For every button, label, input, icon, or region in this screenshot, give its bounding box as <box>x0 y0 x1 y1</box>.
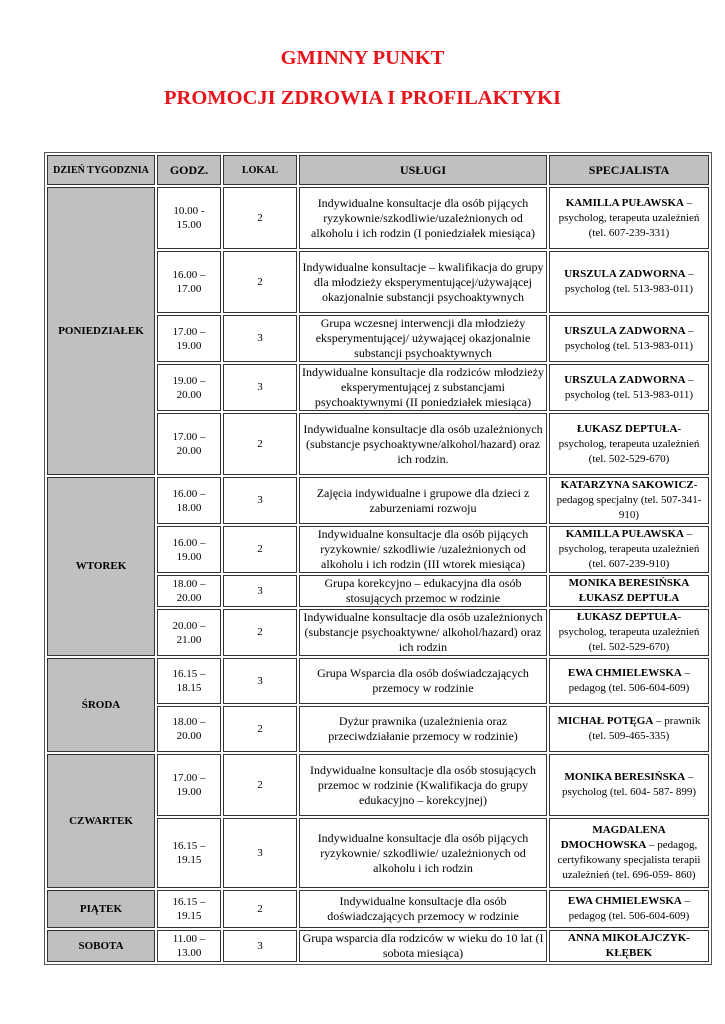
time-cell: 10.00 - 15.00 <box>157 187 221 249</box>
room-cell: 3 <box>223 315 297 362</box>
specialist-name: MONIKA BERESIŃSKA <box>564 771 686 783</box>
header-service: USŁUGI <box>299 155 547 185</box>
room-cell: 2 <box>223 609 297 656</box>
specialist-cell <box>549 706 709 752</box>
schedule-body <box>47 187 709 962</box>
day-name: PIĄTEK <box>47 890 155 928</box>
room-cell: 2 <box>223 413 297 475</box>
table-row <box>47 930 709 962</box>
time-cell: 16.15 – 19.15 <box>157 818 221 888</box>
specialist-cell <box>549 890 709 928</box>
specialist-cell <box>549 251 709 313</box>
day-name: WTOREK <box>47 477 155 656</box>
specialist-cell <box>549 930 709 962</box>
time-cell: 16.00 – 19.00 <box>157 526 221 573</box>
day-name: PONIEDZIAŁEK <box>47 187 155 475</box>
header-specialist: SPECJALISTA <box>549 155 709 185</box>
specialist-cell <box>549 609 709 656</box>
header-day: DZIEŃ TYGODZNIA <box>47 155 155 185</box>
room-cell: 3 <box>223 658 297 704</box>
specialist-detail: – pedagog (tel. 506-604-609) <box>568 895 691 922</box>
time-cell: 16.00 – 18.00 <box>157 477 221 524</box>
service-cell: Indywidualne konsultacje dla osób uzależnionych (substancje psychoaktywne/ alkohol/hazard) oraz ich rodzin <box>299 609 547 656</box>
specialist-name: MAGDALENA DMOCHOWSKA <box>560 824 666 851</box>
specialist-name: URSZULA ZADWORNA <box>564 268 686 280</box>
service-cell: Zajęcia indywidualne i grupowe dla dzieci z zaburzeniami rozwoju <box>299 477 547 524</box>
specialist-cell <box>549 187 709 249</box>
day-name: CZWARTEK <box>47 754 155 888</box>
table-row <box>47 754 709 816</box>
specialist-detail: – prawnik (tel. 509-465-335) <box>588 715 701 742</box>
specialist-name: URSZULA ZADWORNA <box>564 373 686 386</box>
specialist-cell <box>549 658 709 704</box>
table-row <box>47 658 709 704</box>
time-cell: 18.00 – 20.00 <box>157 575 221 607</box>
specialist-name: ŁUKASZ DEPTUŁA <box>576 422 678 435</box>
room-cell: 2 <box>223 526 297 573</box>
specialist-name: MONIKA BERESIŃSKA ŁUKASZ DEPTUŁA <box>568 577 690 604</box>
specialist-detail: – psycholog (tel. 604- 587- 899) <box>561 771 697 798</box>
service-cell: Indywidualne konsultacje dla osób doświadczających przemocy w rodzinie <box>299 890 547 928</box>
specialist-cell <box>549 818 709 888</box>
specialist-name: EWA CHMIELEWSKA <box>567 667 682 679</box>
specialist-detail: - psycholog, terapeuta uzależnień (tel. 502-529-670) <box>558 422 700 465</box>
specialist-cell <box>549 754 709 816</box>
specialist-detail: – pedagog, certyfikowany specjalista terapii uzależnień (tel. 696-059- 860) <box>557 839 701 881</box>
time-cell: 11.00 – 13.00 <box>157 930 221 962</box>
room-cell: 3 <box>223 818 297 888</box>
room-cell: 2 <box>223 251 297 313</box>
specialist-detail: – psycholog (tel. 513-983-011) <box>564 324 694 352</box>
specialist-name: EWA CHMIELEWSKA <box>567 895 682 907</box>
service-cell: Grupa korekcyjno – edukacyjna dla osób stosujących przemoc w rodzinie <box>299 575 547 607</box>
specialist-name: ŁUKASZ DEPTUŁA <box>576 611 678 623</box>
specialist-cell <box>549 575 709 607</box>
specialist-cell <box>549 315 709 362</box>
room-cell: 2 <box>223 706 297 752</box>
service-cell: Dyżur prawnika (uzależnienia oraz przeciwdziałanie przemocy w rodzinie) <box>299 706 547 752</box>
time-cell: 18.00 – 20.00 <box>157 706 221 752</box>
specialist-name: KAMILLA PUŁAWSKA <box>565 528 685 540</box>
time-cell: 17.00 – 19.00 <box>157 754 221 816</box>
header-room: LOKAL <box>223 155 297 185</box>
service-cell: Grupa wsparcia dla rodziców w wieku do 10 lat (I sobota miesiąca) <box>299 930 547 962</box>
specialist-detail: – pedagog (tel. 506-604-609) <box>568 667 691 694</box>
service-cell: Indywidualne konsultacje – kwalifikacja do grupy dla młodzieży eksperymentującej/używającej okazjonalnie substancji psychoaktywnych <box>299 251 547 313</box>
service-cell: Indywidualne konsultacje dla osób pijących ryzykownie/ szkodliwie /uzależnionych od alkoholu i ich rodzin (III wtorek miesiąca) <box>299 526 547 573</box>
service-cell: Indywidualne konsultacje dla osób pijących ryzykownie/szkodliwie/uzależnionych od alkoholu i ich rodzin (I poniedziałek miesiąca) <box>299 187 547 249</box>
header-time: GODZ. <box>157 155 221 185</box>
specialist-detail: – psycholog, terapeuta uzależnień (tel. 607-239-331) <box>558 196 700 239</box>
specialist-cell <box>549 413 709 475</box>
time-cell: 16.15 – 18.15 <box>157 658 221 704</box>
specialist-detail: – psycholog (tel. 513-983-011) <box>564 373 694 401</box>
room-cell: 3 <box>223 930 297 962</box>
specialist-name: ANNA MIKOŁAJCZYK-KŁĘBEK <box>568 932 690 959</box>
specialist-cell <box>549 526 709 573</box>
specialist-name: KATARZYNA SAKOWICZ <box>560 479 694 491</box>
room-cell: 2 <box>223 890 297 928</box>
room-cell: 3 <box>223 477 297 524</box>
service-cell: Indywidualne konsultacje dla osób pijących ryzykownie/ szkodliwie/ uzależnionych od alkoholu i ich rodzin <box>299 818 547 888</box>
specialist-cell <box>549 364 709 411</box>
day-name: SOBOTA <box>47 930 155 962</box>
page-title-line1: GMINNY PUNKT <box>280 47 445 69</box>
time-cell: 17.00 – 20.00 <box>157 413 221 475</box>
table-row <box>47 890 709 928</box>
time-cell: 19.00 – 20.00 <box>157 364 221 411</box>
service-cell: Indywidualne konsultacje dla osób uzależnionych (substancje psychoaktywne/alkohol/hazard) oraz ich rodzin. <box>299 413 547 475</box>
room-cell: 2 <box>223 187 297 249</box>
table-row <box>47 477 709 524</box>
service-cell: Grupa Wsparcia dla osób doświadczających przemocy w rodzinie <box>299 658 547 704</box>
table-row <box>47 187 709 249</box>
schedule-table <box>44 152 712 965</box>
page-title-line2: PROMOCJI ZDROWIA I PROFILAKTYKI <box>164 87 561 109</box>
specialist-cell <box>549 477 709 524</box>
time-cell: 16.00 – 17.00 <box>157 251 221 313</box>
room-cell: 3 <box>223 364 297 411</box>
specialist-detail: - pedagog specjalny (tel. 507-341-910) <box>556 479 702 521</box>
specialist-name: KAMILLA PUŁAWSKA <box>565 196 685 209</box>
room-cell: 2 <box>223 754 297 816</box>
specialist-detail: - psycholog, terapeuta uzależnień (tel. 502-529-670) <box>558 611 700 653</box>
day-name: ŚRODA <box>47 658 155 752</box>
service-cell: Grupa wczesnej interwencji dla młodzieży eksperymentującej/ używającej okazjonalnie substancji psychoaktywnych <box>299 315 547 362</box>
specialist-name: MICHAŁ POTĘGA <box>557 715 654 727</box>
service-cell: Indywidualne konsultacje dla rodziców młodzieży eksperymentującej z substancjami psychoaktywnymi (II poniedziałek miesiąca) <box>299 364 547 411</box>
service-cell: Indywidualne konsultacje dla osób stosujących przemoc w rodzinie (Kwalifikacja do grupy edukacyjno – korekcyjnej) <box>299 754 547 816</box>
room-cell: 3 <box>223 575 297 607</box>
specialist-name: URSZULA ZADWORNA <box>564 324 686 337</box>
specialist-detail: – psycholog, terapeuta uzależnień (tel. 607-239-910) <box>558 528 700 570</box>
time-cell: 16.15 – 19.15 <box>157 890 221 928</box>
specialist-detail: – psycholog (tel. 513-983-011) <box>564 268 694 295</box>
time-cell: 20.00 – 21.00 <box>157 609 221 656</box>
time-cell: 17.00 – 19.00 <box>157 315 221 362</box>
